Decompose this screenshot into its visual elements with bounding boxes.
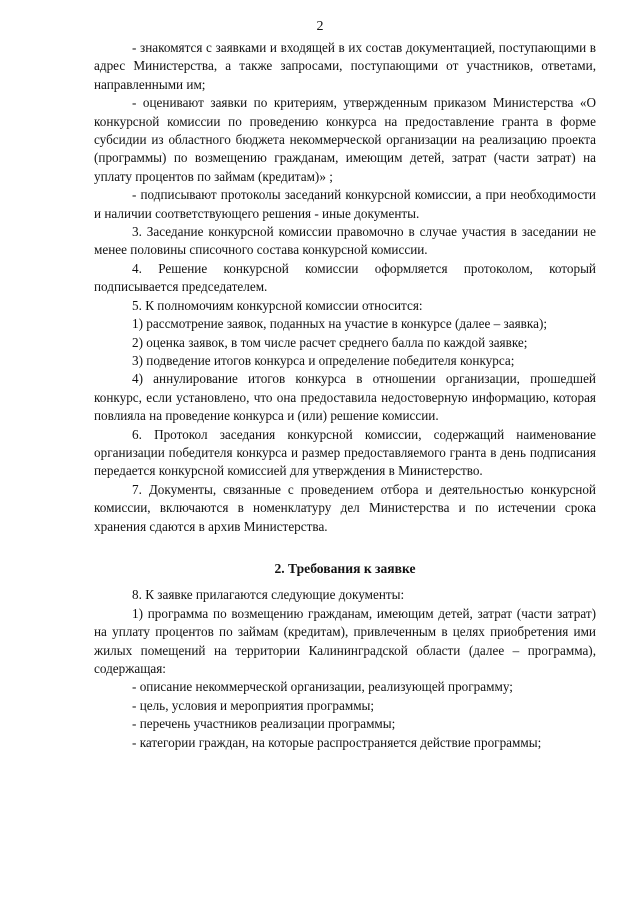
page-number: 2 (316, 19, 324, 34)
paragraph: 3. Заседание конкурсной комиссии правомочно в случае участия в заседании не менее половины списочного состава конкурсной комиссии. (94, 224, 596, 258)
paragraph: 8. К заявке прилагаются следующие документы: (132, 587, 405, 603)
paragraph: 5. К полномочиям конкурсной комиссии относится: (132, 297, 423, 313)
paragraph: 4. Решение конкурсной комиссии оформляется протоколом, который подписывается председателем. (94, 260, 596, 295)
list-item: 1) рассмотрение заявок, поданных на участие в конкурсе (далее – заявка); (132, 316, 548, 332)
list-item: - перечень участников реализации программы; (132, 716, 396, 732)
paragraph: - подписывают протоколы заседаний конкурсной комиссии, а при необходимости и наличии соответствующего решения - иные документы. (94, 187, 596, 221)
document-body (94, 39, 596, 752)
paragraph: 7. Документы, связанные с проведением отбора и деятельностью конкурсной комиссии, включаются в номенклатуру дел Министерства и по истечении срока хранения сдаются в архив Министерства. (94, 481, 596, 534)
paragraph: - оценивают заявки по критериям, утвержденным приказом Министерства «О конкурсной комиссии по проведению конкурса на предоставление гранта в форме субсидии из областного бюджета некоммерческой организации на реализацию проекта (программы) по возмещению гражданам, имеющим детей, затрат (части затрат) на уплату процентов по займам (кредитам)» ; (94, 95, 596, 184)
list-item: - цель, условия и мероприятия программы; (132, 697, 375, 713)
paragraph: - знакомятся с заявками и входящей в их состав документацией, поступающими в адрес Министерства, а также запросами, поступающими от участников, ответами, направленными им; (94, 40, 596, 92)
list-item: 2) оценка заявок, в том числе расчет среднего балла по каждой заявке; (132, 334, 528, 350)
paragraph: 6. Протокол заседания конкурсной комиссии, содержащий наименование организации победителя конкурса и размер предоставляемого гранта в день подписания передается конкурсной комиссией для утверждения в Министерство. (94, 426, 596, 479)
list-item: - категории граждан, на которые распространяется действие программы; (132, 734, 542, 750)
list-item: 1) программа по возмещению гражданам, имеющим детей, затрат (части затрат) на уплату процентов по займам (кредитам), привлеченным в целях приобретения ими жилых помещений на территории Калининградской области (далее – программа), содержащая: (94, 605, 596, 676)
list-item: 4) аннулирование итогов конкурса в отношении организации, прошедшей конкурс, если установлено, что она предоставила недостоверную информацию, которая повлияла на проведение конкурса и (или) решение комиссии. (94, 371, 596, 424)
section-heading: 2. Требования к заявке (274, 560, 416, 576)
list-item: 3) подведение итогов конкурса и определение победителя конкурса; (132, 352, 515, 368)
list-item: - описание некоммерческой организации, реализующей программу; (132, 679, 513, 695)
